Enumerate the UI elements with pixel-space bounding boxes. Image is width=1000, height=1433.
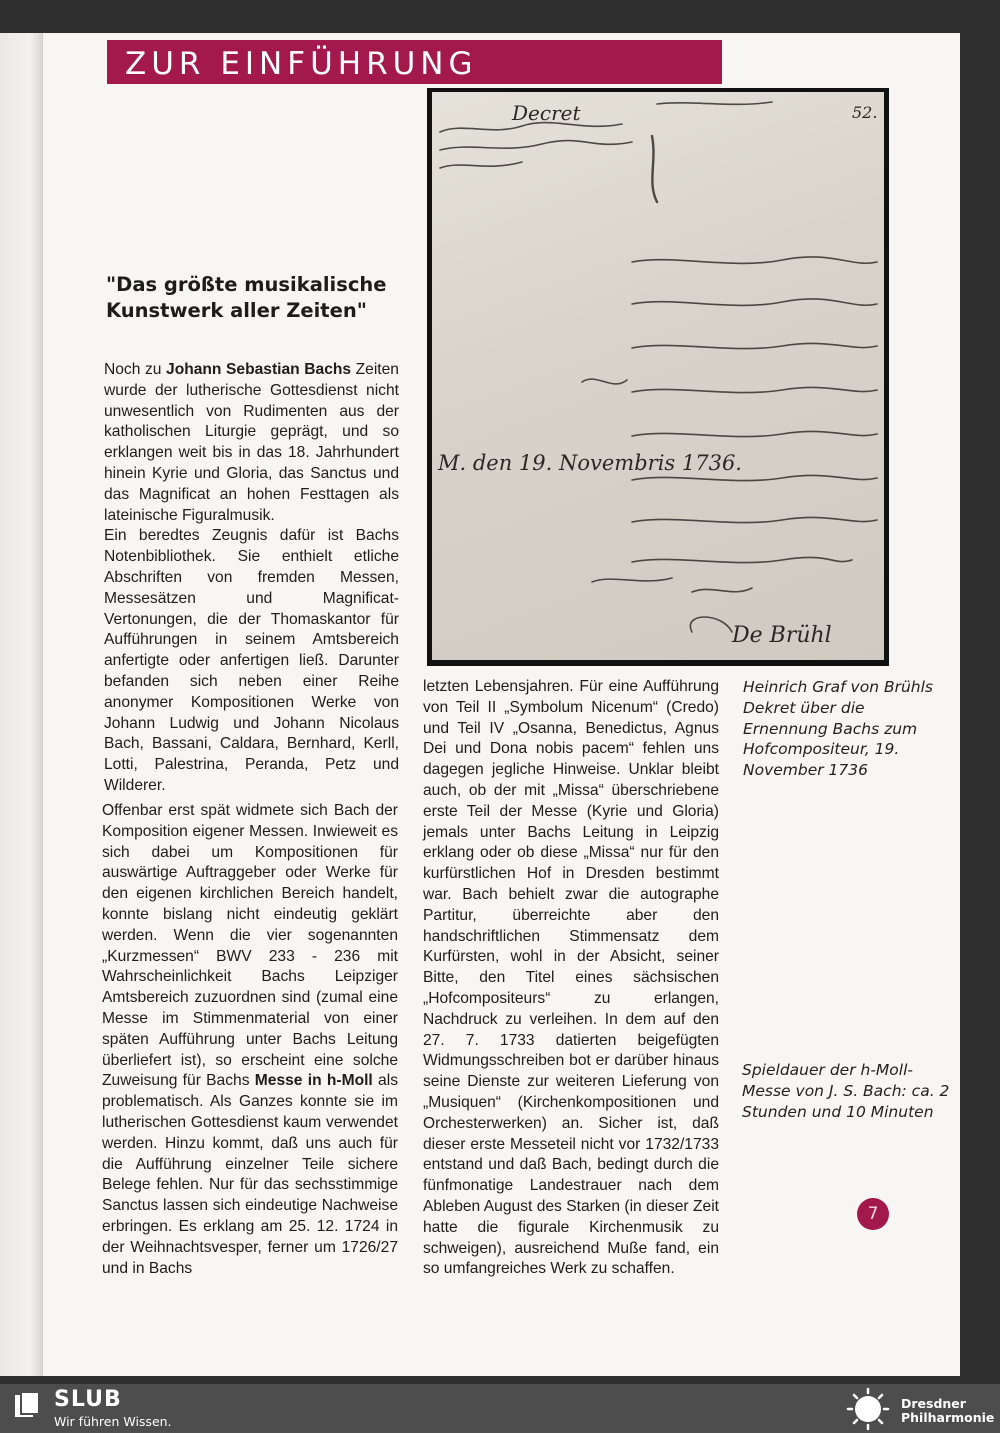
article-heading: "Das größte musikalische Kunstwerk aller Zeiten" <box>106 273 387 322</box>
bold-name: Johann Sebastian Bachs <box>166 361 352 378</box>
text-run: Noch zu <box>104 361 167 378</box>
text-run: Zeiten wurde der lutherische Gottesdienst nicht unwesentlich von Rudimenten aus der katholischen Liturgie geprägt, und so erklangen weit bis in das 18. Jahrhundert hinein Kyrie und Gloria, das Sanctus und das Magnificat an hohen Festtagen als lateinische Figuralmusik. <box>104 361 399 524</box>
duration-caption: Spieldauer der h-Moll-Messe von J. S. Bach: ca. 2 Stunden und 10 Minuten <box>742 1061 950 1121</box>
partner-name-line2: Philharmonie <box>901 1410 995 1425</box>
manuscript-page-number: 52. <box>852 103 878 122</box>
paragraph-1 <box>104 360 399 526</box>
manuscript-image <box>427 88 889 666</box>
library-name: SLUB <box>54 1387 122 1412</box>
manuscript-header-text: Decret <box>512 101 581 125</box>
section-title: ZUR EINFÜHRUNG <box>125 46 478 82</box>
manuscript-date-text: M. den 19. Novembris 1736. <box>438 451 742 475</box>
column-1-body <box>102 801 398 1279</box>
manuscript-signature: De Brühl <box>732 623 832 648</box>
paragraph-3 <box>102 801 398 1279</box>
paragraph-2: Ein beredtes Zeugnis dafür ist Bachs Notenbibliothek. Sie enthielt etliche Abschriften von fremden Messen, Messesätzen und Magnificat-Vertonungen, die der Thomaskantor für Aufführungen in seinem Amtsbereich anfertigte oder anfertigen ließ. Darunter befanden sich neben einer Reihe anonymer Kompositionen Werke von Johann Ludwig und Johann Nicolaus Bach, Bassani, Caldara, Bernhard, Kerll, Lotti, Palestrina, Peranda, Petz und Wilderer. <box>104 527 399 794</box>
philharmonie-logo-icon <box>842 1387 894 1431</box>
column-1-intro <box>104 360 399 797</box>
previous-page-edge <box>0 33 43 1376</box>
page-number-badge: 7 <box>857 1198 889 1230</box>
column-2-body <box>423 677 719 1280</box>
partner-name-line1: Dresdner <box>901 1396 966 1411</box>
text-run: Offenbar erst spät widmete sich Bach der Komposition eigener Messen. Inwieweit es sich dabei um Kompositionen für auswärtige Auftraggeber oder Werke für den eigenen kirchlichen Bereich handelt, konnte bislang nicht eindeutig geklärt werden. Wenn die vier sogenannten „Kurzmessen“ BWV 233 - 236 mit Wahrscheinlichkeit Bachs Leipziger Amtsbereich zuzuordnen sind (zumal eine Messe im Stimmenmaterial von einer späten Aufführung unter Bachs Leitung überliefert ist), so erscheint eine solche Zuweisung für Bachs <box>102 802 398 1090</box>
text-run: als problematisch. Als Ganzes konnte sie im lutherischen Gottesdienst kaum verwendet werden. Hinzu kommt, daß uns auch für die Aufführung einzelner Teile sichere Belege fehlen. Nur für das sechsstimmige Sanctus lassen sich eindeutige Nachweise erbringen. Es erklang am 25. 12. 1724 in der Weihnachtsvesper, ferner um 1726/27 und in Bachs <box>102 1072 398 1277</box>
manuscript-paper <box>432 92 884 660</box>
bold-work-title: Messe in h-Moll <box>254 1072 373 1090</box>
paragraph-4: letzten Lebensjahren. Für eine Aufführung von Teil II „Symbolum Nicenum“ (Credo) und Teil IV „Osanna, Benedictus, Agnus Dei und Dona nobis pacem“ fehlen uns dagegen jegliche Hinweise. Unklar bleibt auch, ob der mit „Missa“ überschriebene erste Teil der Messe (Kyrie und Gloria) jemals unter Bachs Leitung in Leipzig erklang oder ob diese „Missa“ nur für den kurfürstlichen Hof in Dresden bestimmt war. Bach behielt zwar die autographe Partitur, überreichte aber den handschriftlichen Stimmensatz dem Kurfürsten, wohl in der Absicht, seiner Bitte, den Titel eines sächsischen „Hofcompositeurs“ zu erlangen, Nachdruck zu verleihen. In dem auf den 27. 7. 1733 datierten beigefügten Widmungsschreiben bot er darüber hinaus seine Dienste zur weiteren Lieferung von „Musiquen“ (Kirchenkompositionen und Orchesterwerken) an. Sicher ist, daß dieser erste Messeteil nicht vor 1732/1733 entstand und daß Bach, bedingt durch die fünfmonatige Landestrauer nach dem Ableben August des Starken (in dieser Zeit hatte die figurale Kirchenmusik zu schweigen), ausreichend Muße fand, ein so umfangreiches Werk zu schaffen. <box>423 678 719 1278</box>
manuscript-caption: Heinrich Graf von Brühls Dekret über die Ernennung Bachs zum Hofcompositeur, 19. November 1736 <box>743 678 933 780</box>
slub-logo-icon <box>13 1391 41 1419</box>
library-slogan: Wir führen Wissen. <box>54 1414 172 1429</box>
partner-name <box>901 1397 994 1425</box>
handwriting-illustration <box>432 92 884 660</box>
